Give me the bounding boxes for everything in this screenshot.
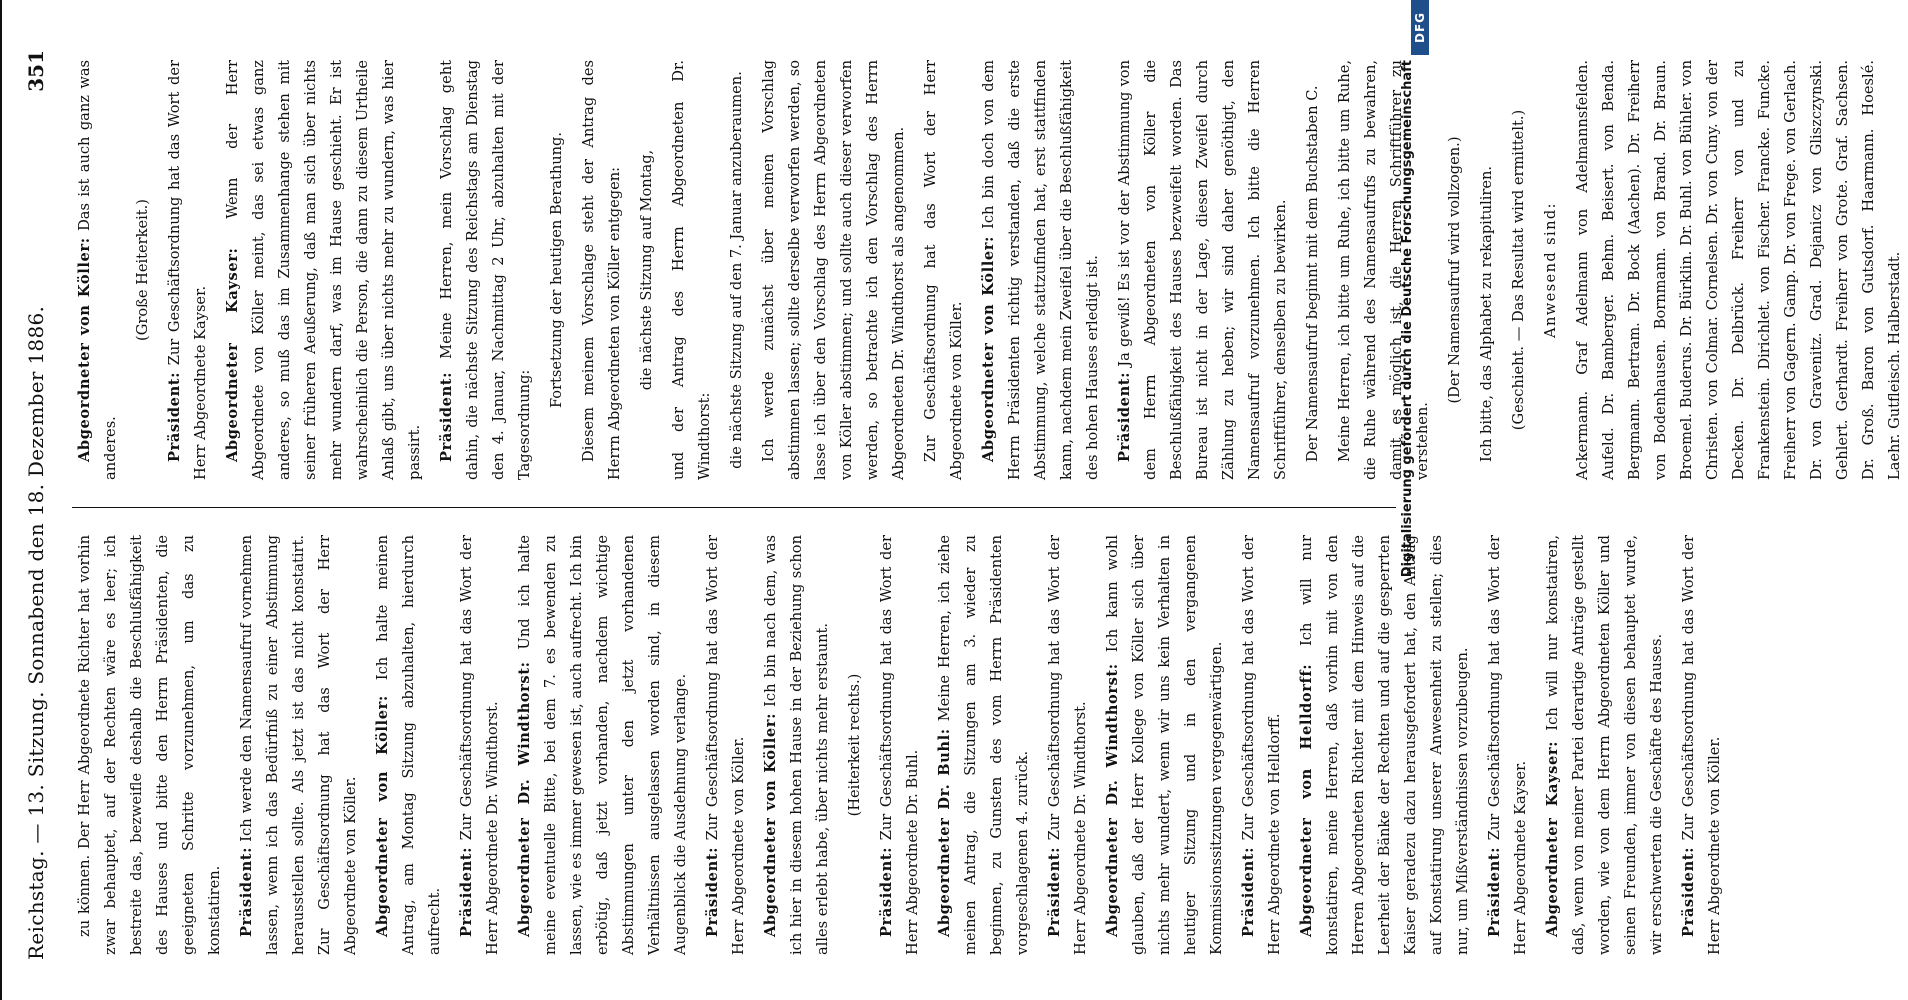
paragraph-text: Zur Geschäftsordnung hat das Wort der Herr Abgeordnete von Köller. (922, 60, 965, 480)
paragraph-text: Zur Geschäftsordnung hat das Wort der Herr Abgeordnete Dr. Windthorst. (458, 535, 501, 955)
paragraph (512, 535, 694, 955)
paragraph-text: und der Antrag des Herrn Abgeordneten Dr. Windthorst: (670, 60, 713, 480)
paragraph-text: Ackermann. Graf Adelmann von Adelmannsfelden. Aufeld. Dr. Bamberger. Behm. Beisert. von Benda. Bergmann. Bertram. Dr. Bock (Aachen). Dr. Freiherr von Bodenhausen. Bornmann. von Brand. Dr. Braun. Broemel. Buderus. Dr. Bürklin. Dr. Buhl. von Bühler. von Christen. von Colmar. Cornelsen. Dr. von Cuny. von der Decken. Dr. Delbrück. Freiherr von und zu Frankenstein. Dirichlet. von Fischer. Francke. Funcke. Freiherr von Gagern. Gamp. Dr. von Frege. von Gerlach. Dr. von Gravenitz. Grad. Dejanicz von Gliszczynski. Gehlert. Gerhardt. Freiherr von Grote. Graf. Sachsen. Dr. Groß. Baron von Gutsdorf. Haarmann. Hoeslé. Laehr. Gutfleisch. Halberstadt. (1574, 60, 1903, 480)
paragraph (918, 60, 970, 480)
paragraph-text: Ich werde zunächst über meinen Vorschlag abstimmen lassen; sollte derselbe verworfen werden, so lasse ich über den Vorschlag des Herrn Abgeordneten von Köller abstimmen; und sollte auch dieser verworfen werden, so betrachte ich den Vorschlag des Herrn Abgeordneten Dr. Windthorst als angenommen. (760, 60, 907, 480)
paragraph-text: Zur Geschäftsordnung hat das Wort der Herr Abgeordnete Kayser. (166, 60, 209, 480)
paragraph-text: die nächste Sitzung auf den 7. Januar anzuberaumen. (728, 71, 745, 469)
speaker-label: Abgeordneter von Köller: (980, 235, 997, 462)
paragraph (1294, 535, 1476, 955)
paragraph (370, 535, 448, 955)
paragraph (1236, 535, 1288, 955)
paragraph-text: Zur Geschäftsordnung hat das Wort der Herr Abgeordnete Dr. Buhl. (878, 535, 921, 955)
paragraph-text: Wenn der Herr Abgeordnete von Köller meint, das sei etwas ganz anderes, so muß das im Zusammenhange stehen mit seiner früheren Aeußerung, daß man sich über nichts mehr wundern darf, was im Hause geschieht. Er ist wahrscheinlich die Person, die dann zu diesem Urtheile Anlaß gibt, uns über nichts mehr zu wundern, was hier passirt. (224, 59, 423, 480)
paragraph-text: Ich bitte, das Alphabet zu rekapituliren. (1478, 165, 1495, 462)
paragraph (634, 60, 660, 480)
speaker-label: Abgeordneter Kayser: (224, 247, 241, 462)
paragraph (1300, 60, 1326, 480)
paragraph-text: Ich kann wohl glauben, daß der Herr Kollege von Köller sich über nichts mehr wundert, wenn wir uns kein Verhalten in heutiger Sitzung und in den vergangenen Kommissionssitzungen vergegenwärtigen. (1104, 535, 1225, 955)
paragraph-text: die nächste Sitzung auf Montag, (638, 149, 655, 391)
top-rule (0, 0, 2, 1000)
paragraph (758, 535, 836, 955)
paragraph (454, 535, 506, 955)
paragraph (700, 535, 752, 955)
paragraph-text: Ich werde den Namensaufruf vornehmen lassen, wenn ich das Bedürfniß zu einer Abstimmung herausstellen sollte. Als jetzt ist das nicht konstatirt. Zur Geschäftsordnung hat das Wort der Herr Abgeordnete von Köller. (238, 534, 359, 955)
paragraph (434, 60, 538, 480)
paragraph (842, 535, 868, 955)
paragraph (976, 60, 1106, 480)
running-head: Reichstag. — 13. Sitzung. Sonnabend den 18. Dezember 1886. (24, 305, 48, 960)
speaker-label: Präsident: (438, 371, 455, 462)
paragraph-text: Zur Geschäftsordnung hat das Wort der Herr Abgeordnete Dr. Windthorst. (1046, 535, 1089, 955)
paragraph-text: Meine Herren, mein Vorschlag geht dahin, die nächste Sitzung des Reichstags am Dienstag den 4. Januar, Nachmittag 2 Uhr, abzuhalten mit der Tagesordnung: (438, 60, 533, 480)
speaker-label: Präsident: (1680, 846, 1697, 937)
paragraph (544, 60, 570, 480)
speaker-label: Abgeordneter Dr. Buhl: (936, 728, 953, 937)
paragraph-text: Ich will nur konstatiren, daß, wenn von meiner Partei derartige Anträge gestellt worden, wie von dem Herrn Abgeordneten Köller und seinen Freunden, immer von diesen behauptet wurde, wir erschwerten die Geschäfte des Hauses. (1544, 535, 1665, 955)
paragraph (576, 60, 628, 480)
paragraph (1482, 535, 1534, 955)
paragraph-text: Ich bin doch von dem Herrn Präsidenten richtig verstanden, daß die erste Abstimmung, welche stattzufinden hat, erst stattfinden kann, nachdem mein Zweifel über die Beschlußfähigkeit des hohen Hauses erledigt ist. (980, 59, 1101, 480)
speaker-label: Abgeordneter Dr. Windthorst: (1104, 663, 1121, 937)
speaker-label: Präsident: (1486, 846, 1503, 937)
paragraph-text: Zur Geschäftsordnung hat das Wort der Herr Abgeordnete von Köller. (704, 535, 747, 955)
paragraph-text: Zur Geschäftsordnung hat das Wort der Herr Abgeordnete Kayser. (1486, 535, 1529, 955)
speaker-label: Abgeordneter von Helldorff: (1298, 663, 1315, 937)
page-header (16, 50, 56, 960)
paragraph (1442, 60, 1468, 480)
paragraph (234, 535, 364, 955)
speaker-label: Präsident: (1240, 846, 1257, 937)
paragraph (1474, 60, 1500, 480)
speaker-label: Präsident: (458, 846, 475, 937)
paragraph-text: zu können. Der Herr Abgeordnete Richter hat vorhin zwar behauptet, auf der Rechten wäre es leer; ich bestreite das, bezweifle deshalb die Beschlußfähigkeit des Hauses und bitte den Herrn Präsidenten, die geeigneten Schritte vorzunehmen, um das zu konstatiren. (76, 535, 223, 955)
paragraph (1042, 535, 1094, 955)
paragraph-text: (Geschieht. — Das Resultat wird ermittelt.) (1510, 109, 1527, 431)
page-number: 351 (24, 50, 48, 92)
paragraph (1540, 535, 1670, 955)
paragraph-text: Zur Geschäftsordnung hat das Wort der Herr Abgeordnete von Helldorff. (1240, 535, 1283, 955)
paragraph (1506, 60, 1532, 480)
paragraph-text: Ich will nur konstatiren, meine Herren, daß vorhin mit von den Herren Abgeordneten Richter mit dem Hinweis auf die Leerheit der Bänke der Rechten und auf die gesperrten Kaiser geradezu dazu herausgefordert hat, den Antrag auf Konstatirung unserer Anwesenheit zu stellen; dies nur, um Mißverständnissen vorzubeugen. (1298, 534, 1471, 955)
paragraph (1112, 60, 1294, 480)
paragraph-text: (Große Heiterkeit.) (134, 199, 151, 341)
left-column (72, 534, 1723, 955)
paragraph (1538, 60, 1564, 480)
speaker-label: Abgeordneter von Köller: (762, 712, 779, 937)
paragraph (162, 60, 214, 480)
paragraph-text: Diesem meinem Vorschlage steht der Antrag des Herrn Abgeordneten von Köller entgegen: (580, 60, 623, 480)
speaker-label: Präsident: (1116, 371, 1133, 462)
paragraph-text: (Der Namensaufruf wird vollzogen.) (1446, 136, 1463, 404)
paragraph-text: Ja gewiß! Es ist vor der Abstimmung von dem Herrn Abgeordneten von Köller die Beschlußfähigkeit des Hauses bezweifelt worden. Das Bureau ist nicht in der Lage, diesen Zweifel durch Zählung zu heben; wir sind daher genöthigt, den Namensaufruf vorzunehmen. Ich bitte die Herren Schriftführer, denselben zu bewirken. (1116, 60, 1289, 480)
paragraph-text: Das ist auch ganz was anderes. (76, 59, 119, 480)
speaker-label: Präsident: (166, 371, 183, 462)
paragraph-text: Ich bin nach dem, was ich hier in diesem hohen Hause in der Beziehung schon alles erlebt habe, über nichts mehr erstaunt. (762, 535, 831, 955)
column-divider (72, 507, 1396, 508)
dfg-logo: DFG (1411, 0, 1429, 55)
digitization-note: Digitalisierung gefördert durch die Deutsche Forschungsgemeinschaft (1400, 60, 1415, 578)
paragraph-text: (Heiterkeit rechts.) (846, 673, 863, 817)
paragraph-text: Fortsetzung der heutigen Berathung. (548, 131, 565, 409)
speaker-label: Präsident: (878, 846, 895, 937)
paragraph-text: Meine Herren, ich ziehe meinen Antrag, die Sitzungen am 3. wieder zu beginnen, zu Gunsten des vom Herrn Präsidenten vorgeschlagenen 4. zurück. (936, 534, 1031, 955)
paragraph (220, 60, 428, 480)
speaker-label: Abgeordneter Dr. Windthorst: (516, 661, 533, 937)
speaker-label: Präsident: (238, 846, 255, 937)
speaker-label: Abgeordneter Kayser: (1544, 740, 1561, 937)
speaker-label: Abgeordneter von Köller: (374, 695, 391, 937)
paragraph-text: Meine Herren, ich bitte um Ruhe, ich bitte um Ruhe, die Ruhe während des Namensaufrufs zu bewahren, damit es möglich ist, die Herren Schriftführer zu verstehen. (1336, 60, 1431, 480)
paragraph-text: Zur Geschäftsordnung hat das Wort der Herr Abgeordnete von Köller. (1680, 535, 1723, 955)
paragraph (130, 60, 156, 480)
paragraph (874, 535, 926, 955)
paragraph (1570, 60, 1908, 480)
paragraph (1676, 535, 1728, 955)
paragraph (724, 60, 750, 480)
paragraph-text: Ich halte meinen Antrag, am Montag Sitzung abzuhalten, hierdurch aufrecht. (374, 534, 443, 955)
paragraph (72, 60, 124, 480)
paragraph (756, 60, 912, 480)
speaker-label: Präsident: (704, 846, 721, 937)
paragraph (72, 535, 228, 955)
speaker-label: Abgeordneter von Köller: (76, 237, 93, 462)
paragraph (932, 535, 1036, 955)
paragraph (666, 60, 718, 480)
paragraph-text: Der Namensaufruf beginnt mit dem Buchstaben C. (1304, 85, 1321, 462)
speaker-label: Präsident: (1046, 846, 1063, 937)
paragraph-text: Und ich halte meine eventuelle Bitte, bei dem 7. es bewenden zu lassen, wie es immer gewesen ist, auch aufrecht. Ich bin erbötig, daß jetzt vorhanden, nachdem wichtige Abstimmungen unter den jetzt vorhandenen Verhältnissen ausgelassen worden sind, in diesem Augenblick die Ausdehnung verlange. (516, 534, 689, 955)
paragraph-text: Anwesend sind: (1542, 202, 1559, 338)
paragraph (1100, 535, 1230, 955)
